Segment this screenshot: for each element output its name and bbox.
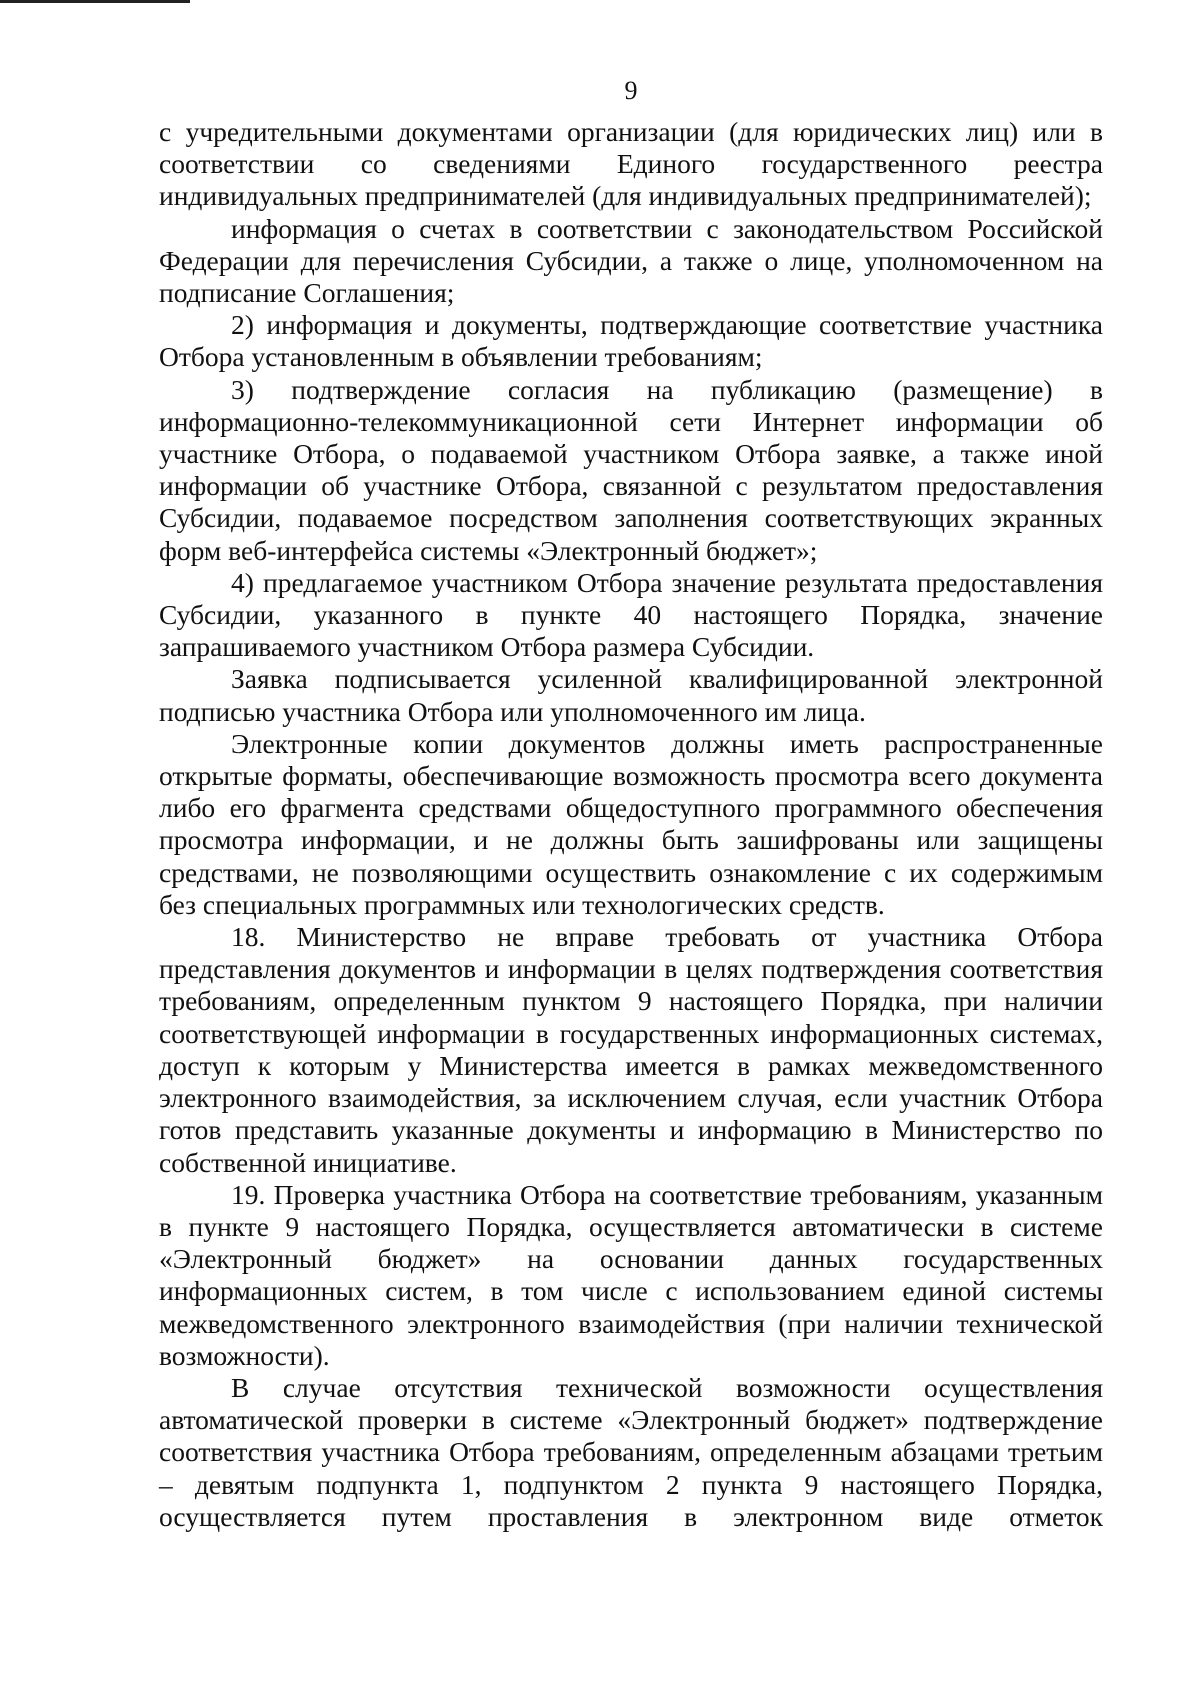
paragraph-clause-19: 19. Проверка участника Отбора на соответствие требованиям, указанным в пункте 9 настоящего Порядка, осуществляется автоматически в системе «Электронный бюджет» на основании данных государственных информационных систем, в том числе с использованием единой системы межведомственного электронного взаимодействия (при наличии технической возможности).	[159, 1178, 1103, 1371]
paragraph-accounts-info: информация о счетах в соответствии с законодательством Российской Федерации для перечисления Субсидии, а также о лице, уполномоченном на подписание Соглашения;	[159, 212, 1103, 309]
paragraph-signature: Заявка подписывается усиленной квалифицированной электронной подписью участника Отбора или уполномоченного им лица.	[159, 663, 1103, 727]
paragraph-no-tech-possibility: В случае отсутствия технической возможности осуществления автоматической проверки в системе «Электронный бюджет» подтверждение соответствия участника Отбора требованиям, определенным абзацами третьим – девятым подпункта 1, подпунктом 2 пункта 9 настоящего Порядка, осуществляется путем проставления в электронном виде отметок	[159, 1371, 1103, 1532]
scan-edge-mark	[0, 0, 190, 3]
paragraph-clause-18: 18. Министерство не вправе требовать от участника Отбора представления документов и информации в целях подтверждения соответствия требованиям, определенным пунктом 9 настоящего Порядка, при наличии соответствующей информации в государственных информационных системах, доступ к которым у Министерства имеется в рамках межведомственного электронного взаимодействия, за исключением случая, если участник Отбора готов представить указанные документы и информацию в Министерство по собственной инициативе.	[159, 921, 1103, 1178]
paragraph-item-4: 4) предлагаемое участником Отбора значение результата предоставления Субсидии, указанного в пункте 40 настоящего Порядка, значение запрашиваемого участником Отбора размера Субсидии.	[159, 566, 1103, 663]
paragraph-electronic-copies: Электронные копии документов должны иметь распространенные открытые форматы, обеспечивающие возможность просмотра всего документа либо его фрагмента средствами общедоступного программного обеспечения просмотра информации, и не должны быть зашифрованы или защищены средствами, не позволяющими осуществить ознакомление с их содержимым без специальных программных или технологических средств.	[159, 727, 1103, 920]
paragraph-continuation: с учредительными документами организации (для юридических лиц) или в соответствии со сведениями Единого государственного реестра индивидуальных предпринимателей (для индивидуальных предпринимателей);	[159, 116, 1103, 212]
paragraph-item-3: 3) подтверждение согласия на публикацию (размещение) в информационно-телекоммуникационной сети Интернет информации об участнике Отбора, о подаваемой участником Отбора заявке, а также иной информации об участнике Отбора, связанной с результатом предоставления Субсидии, подаваемое посредством заполнения соответствующих экранных форм веб-интерфейса системы «Электронный бюджет»;	[159, 373, 1103, 566]
document-body	[159, 116, 1103, 1533]
paragraph-item-2: 2) информация и документы, подтверждающие соответствие участника Отбора установленным в объявлении требованиям;	[159, 309, 1103, 373]
page-number: 9	[624, 76, 638, 105]
